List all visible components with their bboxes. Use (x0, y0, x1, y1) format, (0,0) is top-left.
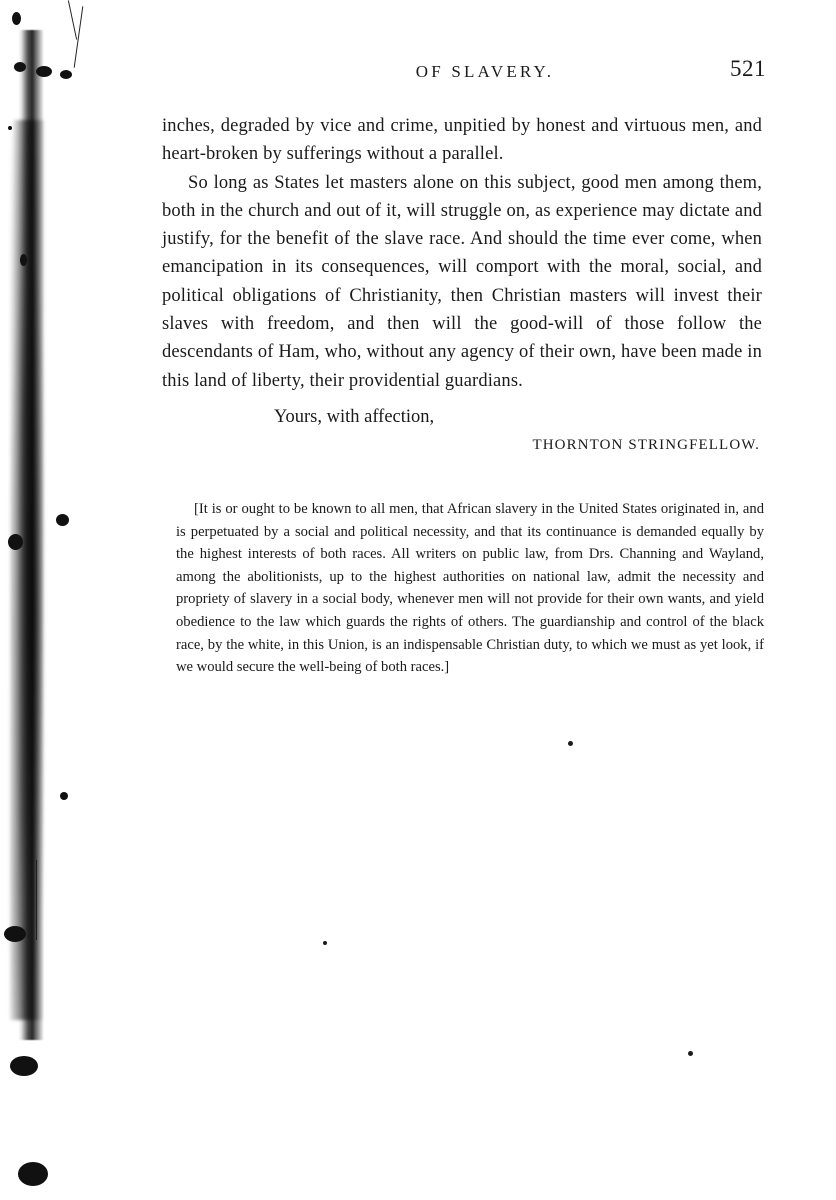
sign-off-line: Yours, with affection, (274, 406, 435, 427)
body-text (162, 112, 762, 454)
page-header (160, 56, 766, 82)
bracketed-note (176, 498, 764, 679)
paragraph: So long as States let masters alone on this subject, good men among them, both in the church and out of it, will struggle on, as experience may dictate and justify, for the benefit of the slave race. And should the time ever come, when emancipation in its consequences, will comport with the moral, social, and political obligations of Christianity, then Christian masters will invest their slaves with freedom, and then will the good-will of those follow the descendants of Ham, who, without any agency of their own, have been made in this land of liberty, their providential guardians. (162, 172, 762, 391)
paragraph: inches, degraded by vice and crime, unpitied by honest and virtuous men, and heart-broken by sufferings without a parallel. (162, 116, 762, 165)
bracketed-note-text: [It is or ought to be known to all men, that African slavery in the United States originated in, and is perpetuated by a social and political necessity, and that its continuance is demanded equally by the highest interests of both races. All writers on public law, from Drs. Channing and Wayland, among the abolitionists, up to the highest authorities on national law, admit the necessity and propriety of slavery in a social body, whenever men will not provide for their own wants, and yield obedience to the law which guards the rights of others. The guardianship and control of the black race, by the white, in this Union, is an indispensable Christian duty, to which we must as yet look, if we would secure the well-being of both races.] (176, 501, 764, 676)
page-number: 521 (730, 56, 766, 81)
running-head: OF SLAVERY. (415, 62, 555, 81)
author-signature: THORNTON STRINGFELLOW. (532, 437, 760, 454)
